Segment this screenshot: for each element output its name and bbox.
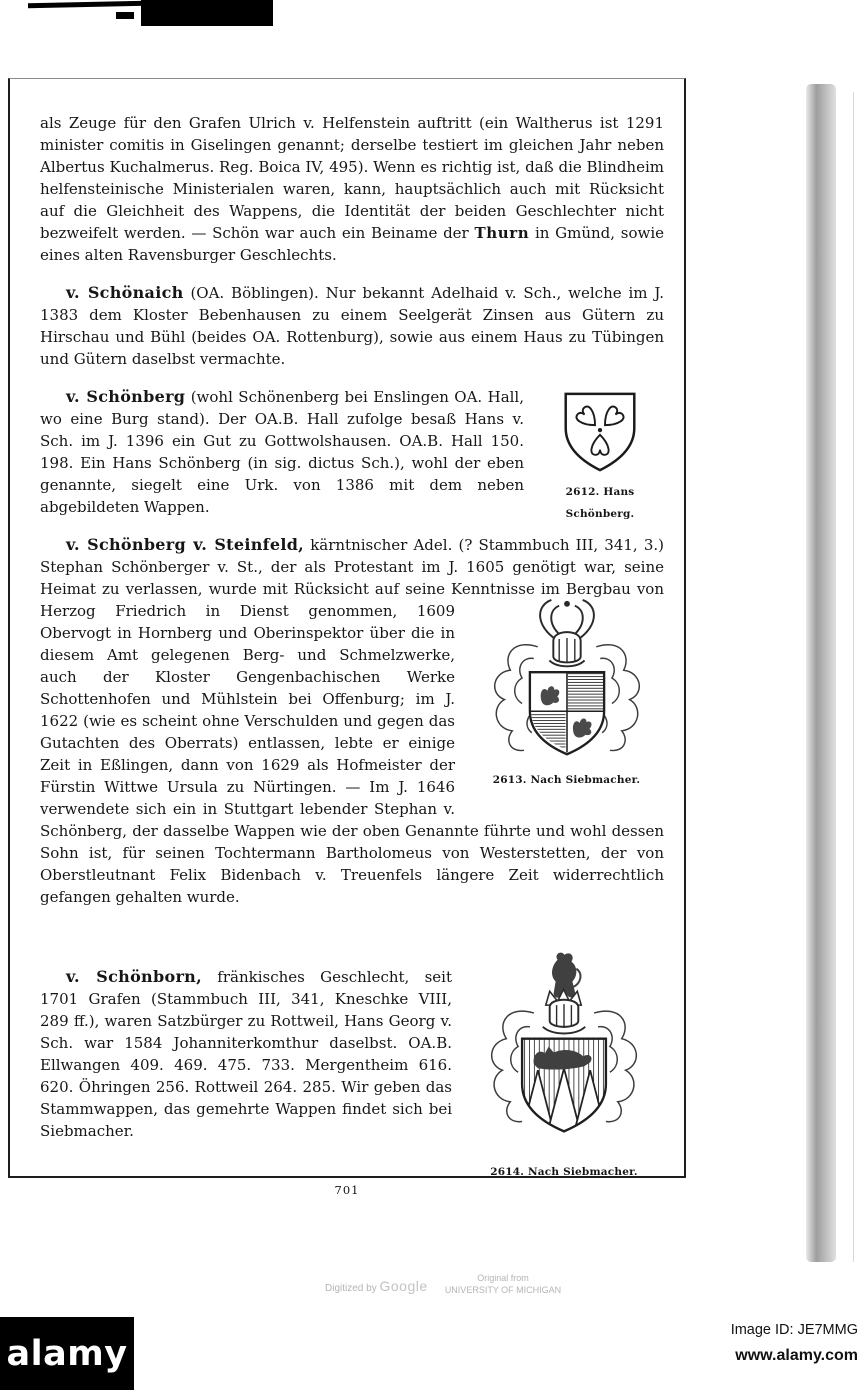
figure-schoenborn-crest [464,944,664,1183]
entry-heading: v. Schönaich [66,283,184,302]
image-id-label: Image ID: JE7MMG [730,1322,858,1338]
university-label: UNIVERSITY OF MICHIGAN [444,1285,562,1295]
paragraph-schoenberg-steinfeld [40,534,664,908]
scan-artifact-block [141,0,273,26]
original-from-label: Original from [477,1273,529,1283]
alamy-logo-text: alamy [6,1333,128,1374]
crest-lion [552,953,580,998]
scan-artifact-line [28,1,146,8]
alamy-url: www.alamy.com [735,1347,858,1364]
coat-of-arms-icon [472,944,656,1156]
alamy-info [731,1322,858,1365]
entry-heading: v. Schönberg [66,387,186,406]
helmet [549,632,584,666]
google-digitized-watermark [325,1278,428,1294]
paragraph-text: in Gmünd, sowie eines alten Ravensburger Geschlechts. [40,224,665,264]
paragraph-text: Herzog Friedrich in Dienst genommen, 1609 Obervogt in Hornberg und Oberinspektor über die in diesem Amt gelegenen Berg- und Schmelzwerke, auch der Kloster Gengenbachischen Werke Schottenhofen und Mühlstein bei Offenburg; im J. 1622 (wie es scheint ohne Verschulden und gegen das Gutachten des Oberrats) entlassen, lebte er einige Zeit in Eßlingen, dann von 1629 als Hofmeister der Fürstin Wittwe Ursula zu Nürtingen. — Im J. 1646 verwendete sich ein in Stuttgart lebender Stephan v. Schönberg, der dasselbe Wappen wie der oben Genannte führte und wohl dessen Sohn ist, für seinen Tochtermann Bartholomeus von Westerstetten, der von Oberstleutnant Felix Bidenbach v. Treuenfels längere Zeit widerrechtlich gefangen gehalten wurde. [40,602,664,906]
paragraph-text: (OA. Böblingen). Nur bekannt Adelhaid v. Sch., welche im J. 1383 dem Kloster Bebenhausen zu einem Seelgerät Zinsen aus Gütern zu Hirschau und Bühl (beides OA. Rottenburg), sowie aus einem Haus zu Tübingen und Gütern daselbst vermachte. [40,284,664,368]
paragraph-text: (wohl Schönenberg bei Enslingen OA. Hall, wo eine Burg stand). Der OA.B. Hall zufolge besaß Hans v. Sch. im J. 1396 ein Gut zu Gottwolshausen. OA.B. Hall 150. 198. Ein Hans Schönberg (in sig. dictus Sch.), wohl der eben genannte, siegelt eine Urk. von 1386 mit dem neben abgebildeten Wappen. [40,388,524,516]
alamy-logo [0,1317,134,1390]
text-block [40,112,664,1191]
paragraph-text: kärntnischer Adel. (? Stammbuch III, 341, 3.) Stephan Schönberger v. St., der als Protestant im J. 1605 genötigt war, seine Heimat zu verlassen, wurde mit Rücksicht auf seine Kenntnisse im Bergbau von [40,536,664,598]
coat-of-arms-icon [479,596,655,764]
scan-artifact-dash [116,12,134,19]
shield-field [522,1039,606,1134]
page-edge-shadow [806,84,836,1262]
figure-caption: 2613. Nach Siebmacher. [492,774,641,786]
figure-caption: 2614. Nach Siebmacher. [490,1166,638,1178]
quartered-shield [529,672,603,754]
paragraph-helfenstein [40,112,664,266]
paragraph-schoenberg [40,386,664,518]
shield-icon [560,388,640,476]
paragraph-schoenaich [40,282,664,370]
figure-caption: 2612. Hans Schönberg. [565,486,635,520]
bold-word-thurn: Thurn [474,224,530,242]
google-logo-text: Google [379,1278,428,1294]
paragraph-schoenborn [40,966,664,1178]
scan-edge-line [853,92,854,1262]
university-watermark [428,1272,578,1296]
paragraph-text: als Zeuge für den Grafen Ulrich v. Helfenstein auftritt (ein Waltherus ist 1291 minister comitis in Giselingen genannt; derselbe testiert im gleichen Jahr neben Albertus Kuchalmerus. Reg. Boica IV, 495). Wenn es richtig ist, daß die Blindheim helfensteinische Ministerialen waren, kann, hauptsächlich auch mit Rücksicht auf die Gleichheit des Wappens, die Identität der beiden Geschlechter nicht bezweifelt werden. — Schön war auch ein Beiname der [40,114,664,242]
paragraph-text: fränkisches Geschlecht, seit 1701 Grafen (Stammbuch III, 341, Kneschke VIII, 289 ff.), waren Satzbürger zu Rottweil, Hans Georg v. Sch. war 1584 Johanniterkomthur daselbst. OA.B. Ellwangen 409. 469. 475. 733. Mergentheim 616. 620. Öhringen 256. Rottweil 264. 285. Wir geben das Stammwappen, das gemehrte Wappen findet sich bei Siebmacher. [40,968,452,1140]
figure-steinfeld-crest [469,596,664,791]
page-number: 701 [334,1183,360,1197]
figure-hans-schoenberg-arms [536,388,664,525]
digitized-by-label: Digitized by [325,1283,377,1294]
entry-heading: v. Schönberg v. Steinfeld, [66,535,305,554]
entry-heading: v. Schönborn, [66,967,202,986]
